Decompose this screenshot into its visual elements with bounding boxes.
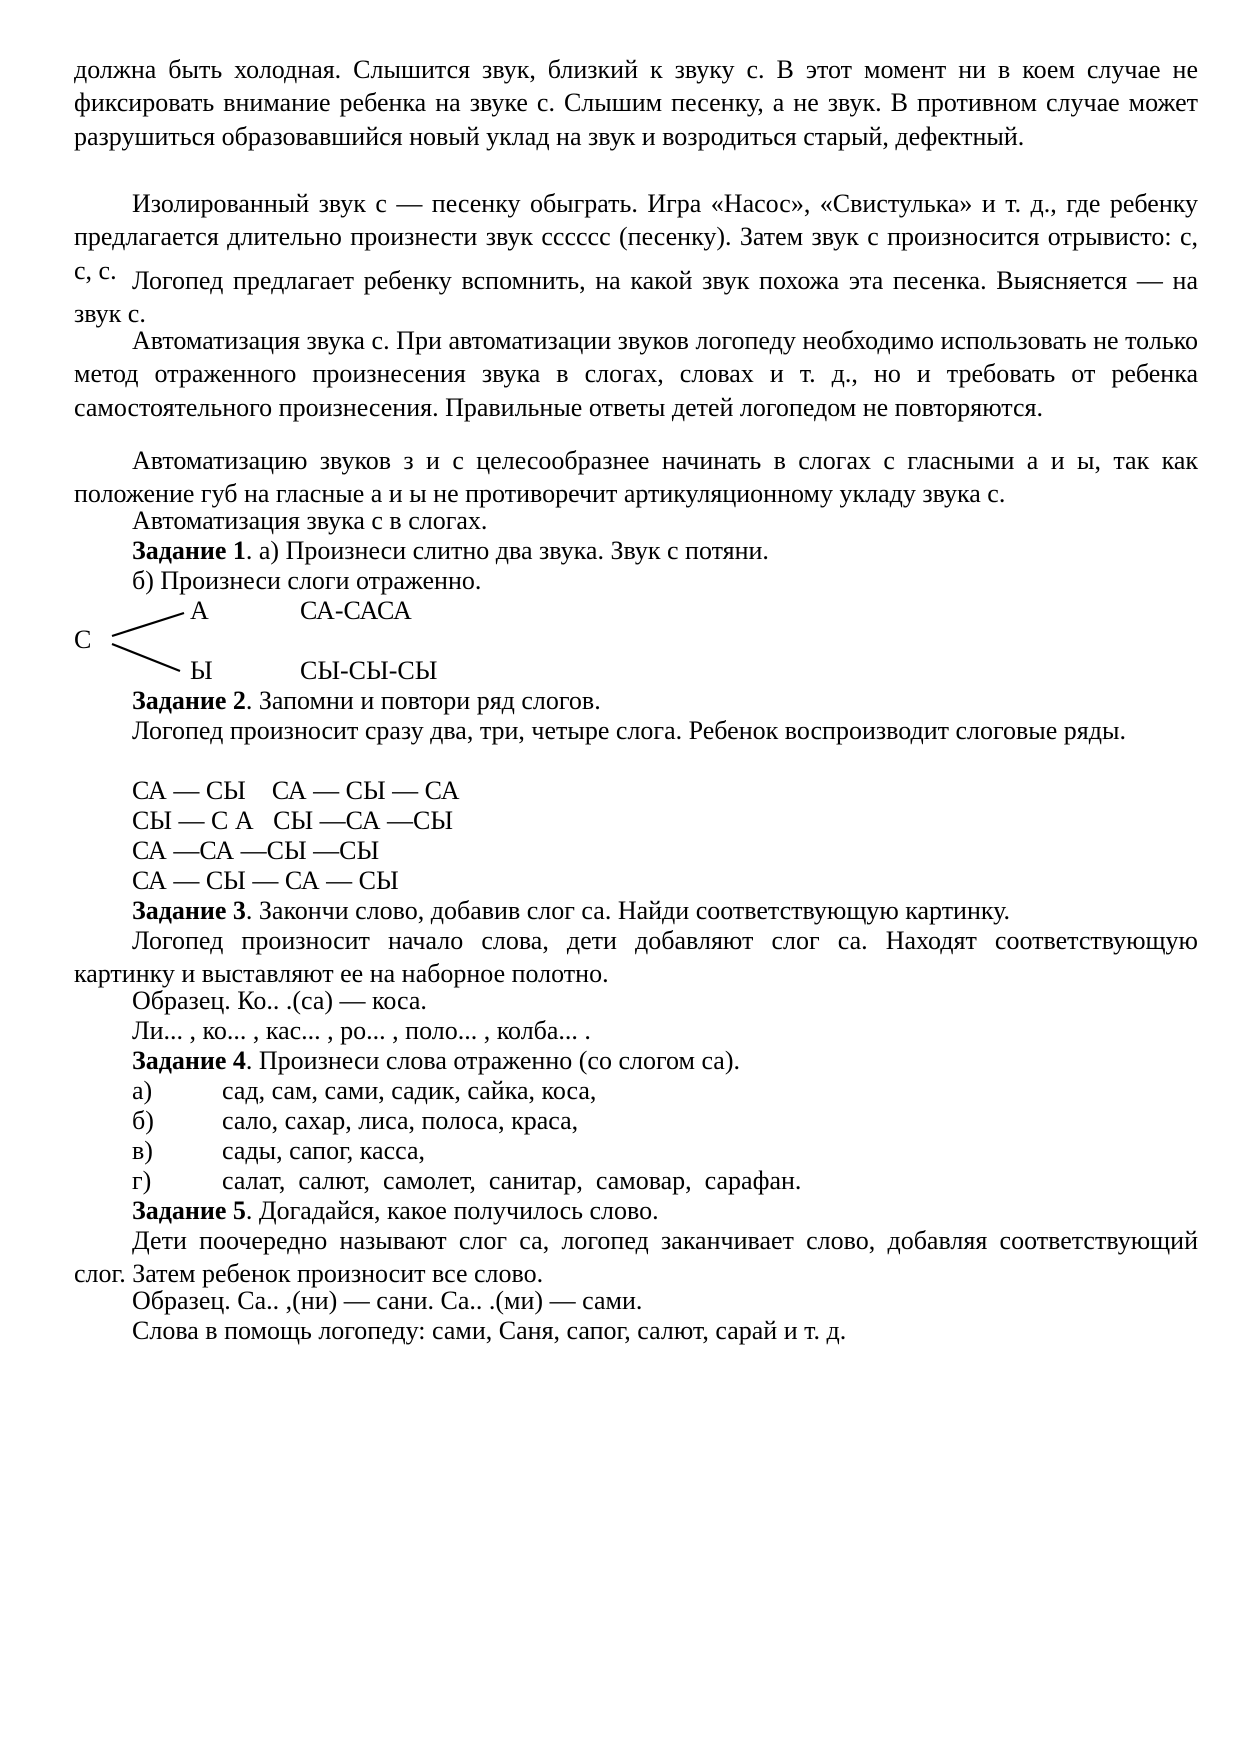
task2-row: СА —СА —СЫ —СЫ (132, 836, 380, 865)
paragraph-automation-syllables: Автоматизацию звуков з и с целесообразнее начинать в слогах с гласными а и ы, так как положение губ на гласные а и ы не противоречит артикуляционному укладу звука с. (74, 446, 1198, 509)
paragraph-isolated-sound: Изолированный звук с — песенку обыграть. Игра «Насос», «Свистулька» и т. д., где ребенку предлагается длительно произнести звук сссссс (песенку). Затем звук с произносится отрывисто: с, с, с. (74, 189, 1198, 285)
list-item-marker: б) (132, 1106, 154, 1135)
list-item: салат, салют, самолет, санитар, самовар, сарафан. (222, 1166, 802, 1195)
diagram-syllables-bottom: СЫ-СЫ-СЫ (300, 656, 438, 685)
list-item-marker: а) (132, 1076, 153, 1105)
task5-text: . Догадайся, какое получилось слово. (245, 1196, 659, 1225)
diagram-root: С (74, 625, 92, 654)
task2-row: СА — СЫ СА — СЫ — СА (132, 776, 460, 805)
paragraph-automation-heading: Автоматизация звука с в слогах. (132, 506, 488, 535)
branch-line-bottom (112, 644, 180, 671)
list-item-marker: в) (132, 1136, 153, 1165)
task5-line (132, 1194, 659, 1227)
task5-example: Образец. Са.. ,(ни) — сани. Са.. .(ми) — сами. (132, 1286, 643, 1315)
task2-label: Задание 2 (132, 686, 246, 715)
task2-line (132, 684, 601, 717)
task4-label: Задание 4 (132, 1046, 246, 1075)
task5-label: Задание 5 (132, 1196, 246, 1225)
task1-label: Задание 1 (132, 536, 246, 565)
list-item: сады, сапог, касса, (222, 1136, 426, 1165)
task3-text: . Закончи слово, добавив слог са. Найди соответствующую картинку. (245, 896, 1011, 925)
diagram-branch-top: А (190, 596, 209, 625)
task2-text: . Запомни и повтори ряд слогов. (245, 686, 601, 715)
paragraph-speech-therapist-asks: Логопед предлагает ребенку вспомнить, на какой звук похожа эта песенка. Выясняется — на звук с. (74, 266, 1198, 329)
task2-description: Логопед произносит сразу два, три, четыре слога. Ребенок воспроизводит слоговые ряды. (132, 716, 1126, 745)
paragraph-intro: должна быть холодная. Слышится звук, близкий к звуку с. В этот момент ни в коем случае не фиксировать внимание ребенка на звуке с. Слышим песенку, а не звук. В противном случае может разрушиться образовавшийся новый уклад на звук и возродиться старый, дефектный. (74, 55, 1198, 151)
diagram-branch-bottom: Ы (190, 656, 213, 685)
task3-words: Ли... , ко... , кас... , ро... , поло... , колба... . (132, 1016, 591, 1045)
task3-example: Образец. Ко.. .(са) — коса. (132, 986, 427, 1015)
task1-text: . а) Произнеси слитно два звука. Звук с потяни. (245, 536, 769, 565)
paragraph-automation: Автоматизация звука с. При автоматизации звуков логопеду необходимо использовать не только метод отраженного произнесения звука в слогах, словах и т. д., но и требовать от ребенка самостоятельного произнесения. Правильные ответы детей логопедом не повторяются. (74, 326, 1198, 422)
list-item: сад, сам, сами, садик, сайка, коса, (222, 1076, 597, 1105)
task1-sub-b: б) Произнеси слоги отраженно. (132, 566, 482, 595)
branch-line-top (112, 613, 184, 636)
task3-label: Задание 3 (132, 896, 246, 925)
list-item: сало, сахар, лиса, полоса, краса, (222, 1106, 579, 1135)
task4-text: . Произнеси слова отраженно (со слогом са). (245, 1046, 741, 1075)
task4-line (132, 1044, 740, 1077)
diagram-syllables-top: СА-САСА (300, 596, 412, 625)
list-item-marker: г) (132, 1166, 152, 1195)
task2-row: СА — СЫ — СА — СЫ (132, 866, 399, 895)
task5-helper-words: Слова в помощь логопеду: сами, Саня, сапог, салют, сарай и т. д. (132, 1316, 847, 1345)
task2-row: СЫ — С А СЫ —СА —СЫ (132, 806, 453, 835)
task3-description: Логопед произносит начало слова, дети добавляют слог са. Находят соответствующую картинку и выставляют ее на наборное полотно. (74, 926, 1198, 989)
task1-line (132, 534, 769, 567)
task3-line (132, 894, 1010, 927)
task5-description: Дети поочередно называют слог са, логопед заканчивает слово, добавляя соответствующий слог. Затем ребенок произносит все слово. (74, 1226, 1198, 1289)
